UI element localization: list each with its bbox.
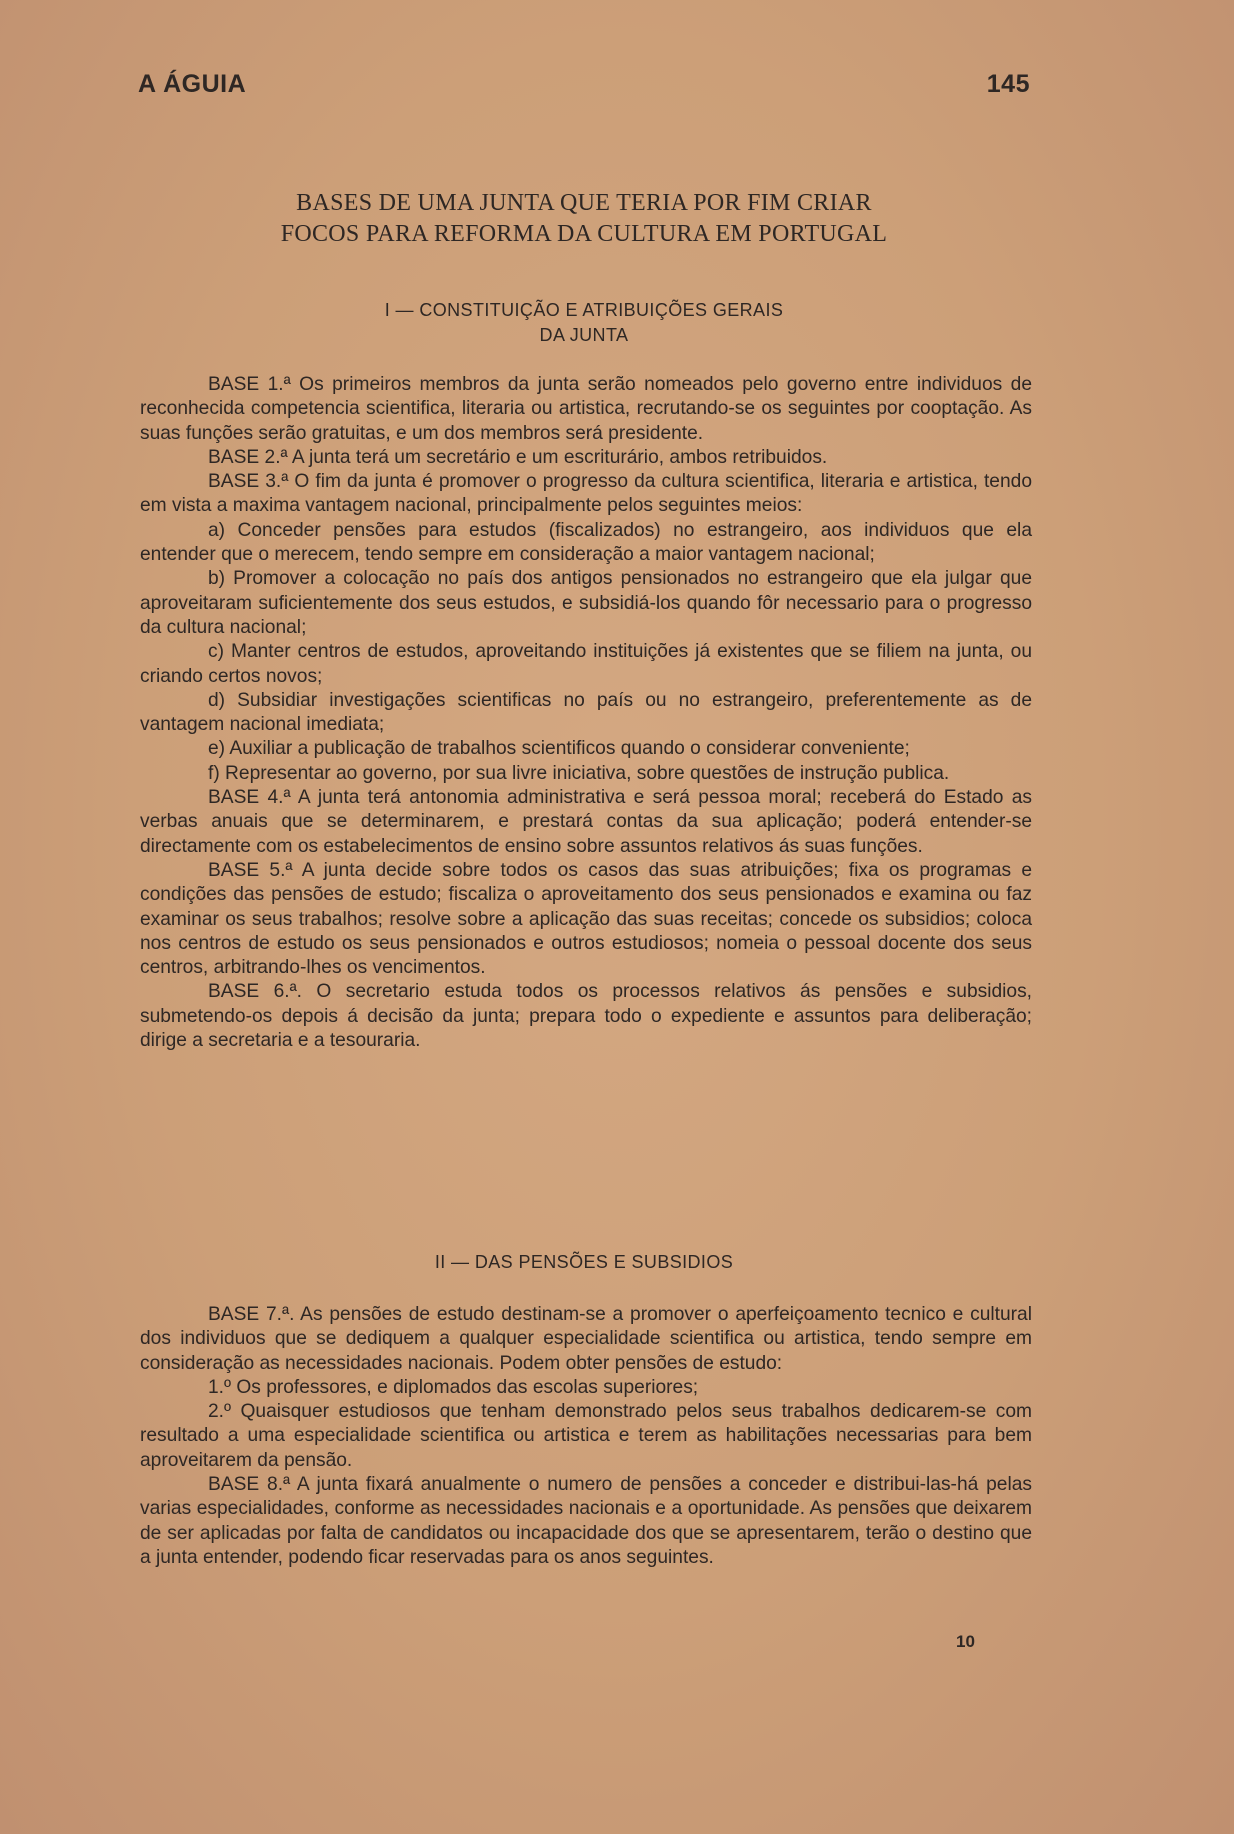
item-b-paragraph: b) Promover a colocação no país dos antigos pensionados no estrangeiro que ela julgar que aproveitaram suficientemente dos seus estudos, e subsidiá-los quando fôr necessario para o progresso da cultura nacional; bbox=[140, 568, 1032, 638]
base-5-paragraph: BASE 5.ª A junta decide sobre todos os casos das suas atribuições; fixa os programas e condições das pensões de estudo; fiscaliza o aproveitamento dos seus pensionados e examina ou faz examinar os seus trabalhos; resolve sobre a aplicação das suas receitas; concede os subsidios; coloca nos centros de estudo os seus pensionados e outros estudiosos; nomeia o pessoal docente dos seus centros, arbitrando-lhes os vencimentos. bbox=[140, 859, 1032, 979]
section-heading-1-line-2: DA JUNTA bbox=[539, 325, 629, 345]
section-1-body bbox=[140, 373, 1032, 1053]
item-c-paragraph: c) Manter centros de estudos, aproveitando instituições já existentes que se filiem na junta, ou criando certos novos; bbox=[140, 641, 1032, 687]
section-heading-1-line-1: I — CONSTITUIÇÃO E ATRIBUIÇÕES GERAIS bbox=[384, 300, 784, 320]
item-f-paragraph: f) Representar ao governo, por sua livre iniciativa, sobre questões de instrução publica. bbox=[208, 762, 950, 784]
running-head bbox=[138, 70, 1030, 99]
signature-mark: 10 bbox=[956, 1632, 975, 1651]
section-heading-2: II — DAS PENSÕES E SUBSIDIOS bbox=[434, 1252, 734, 1272]
base-8-paragraph: BASE 8.ª A junta fixará anualmente o numero de pensões a conceder e distribui-las-há pelas varias especialidades, conforme as necessidades nacionais e a oportunidade. As pensões que deixarem de ser aplicadas por falta de candidatos ou incapacidade dos que se apresentarem, terão o destino que a junta entender, podendo ficar reservadas para os anos seguintes. bbox=[140, 1474, 1032, 1568]
article-title bbox=[138, 188, 1030, 250]
journal-title: A ÁGUIA bbox=[138, 70, 247, 98]
base-4-paragraph: BASE 4.ª A junta terá antonomia administrativa e será pessoa moral; receberá do Estado as verbas anuais que se determinarem, e prestará contas da sua aplicação; poderá entender-se directamente com os estabelecimentos de ensino sobre assuntos relativos ás suas funções. bbox=[140, 787, 1032, 857]
item-2-paragraph: 2.º Quaisquer estudiosos que tenham demonstrado pelos seus trabalhos dedicarem-se com resultado a uma especialidade scientifica ou artistica e terem as habilitações necessarias para bem aproveitarem da pensão. bbox=[140, 1401, 1032, 1471]
base-7-paragraph: BASE 7.ª. As pensões de estudo destinam-se a promover o aperfeiçoamento tecnico e cultural dos individuos que se dediquem a qualquer especialidade scientifica ou artistica, tendo sempre em consideração as necessidades nacionais. Podem obter pensões de estudo: bbox=[140, 1304, 1032, 1374]
item-a-paragraph: a) Conceder pensões para estudos (fiscalizados) no estrangeiro, aos individuos que ela entender que o merecem, tendo sempre em consideração a maior vantagem nacional; bbox=[140, 519, 1032, 566]
item-e-paragraph: e) Auxiliar a publicação de trabalhos scientificos quando o considerar conveniente; bbox=[208, 738, 910, 760]
page-number: 145 bbox=[986, 70, 1030, 98]
base-2-paragraph: BASE 2.ª A junta terá um secretário e um escriturário, ambos retribuidos. bbox=[208, 446, 828, 468]
title-line-2: FOCOS PARA REFORMA DA CULTURA EM PORTUGAL bbox=[280, 221, 888, 247]
item-d-paragraph: d) Subsidiar investigações scientificas no país ou no estrangeiro, preferentemente as de vantagem nacional imediata; bbox=[140, 689, 1032, 736]
base-1-paragraph: BASE 1.ª Os primeiros membros da junta serão nomeados pelo governo entre individuos de reconhecida competencia scientifica, literaria ou artistica, recrutando-se os seguintes por cooptação. As suas funções serão gratuitas, e um dos membros será presidente. bbox=[140, 374, 1032, 444]
title-line-1: BASES DE UMA JUNTA QUE TERIA POR FIM CRIAR bbox=[296, 190, 872, 216]
base-6-paragraph: BASE 6.ª. O secretario estuda todos os processos relativos ás pensões e subsidios, submetendo-os depois á decisão da junta; prepara todo o expediente e assuntos para deliberação; dirige a secretaria e a tesouraria. bbox=[140, 981, 1032, 1052]
section-heading-1 bbox=[138, 298, 1030, 348]
item-1-paragraph: 1.º Os professores, e diplomados das escolas superiores; bbox=[208, 1376, 699, 1398]
base-3-paragraph: BASE 3.ª O fim da junta é promover o progresso da cultura scientifica, literaria e artistica, tendo em vista a maxima vantagem nacional, principalmente pelos seguintes meios: bbox=[140, 471, 1032, 517]
section-2-body bbox=[140, 1303, 1032, 1570]
